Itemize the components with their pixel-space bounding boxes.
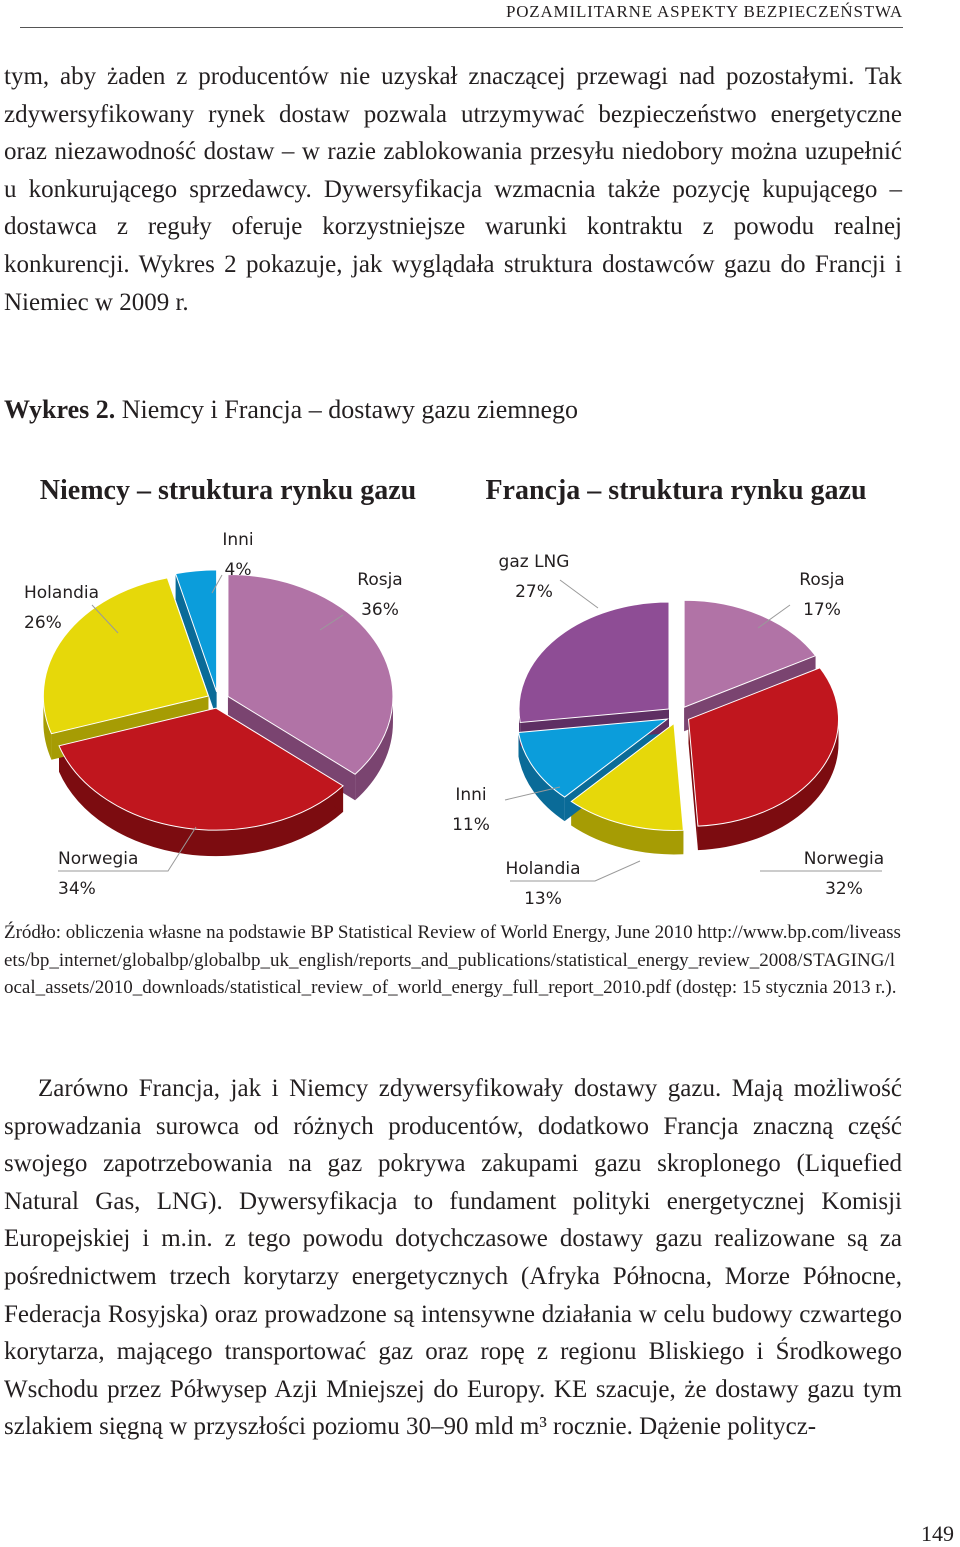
- germany-rosja-value: 36%: [361, 600, 399, 620]
- france-gaz-lng-slice: [519, 602, 669, 722]
- germany-norwegia-value: 34%: [58, 879, 96, 899]
- germany-holandia-label: Holandia: [24, 583, 100, 603]
- france-gaz-lng-leader-line: [560, 580, 598, 608]
- figure-title: Niemcy i Francja – dostawy gazu ziemnego: [121, 395, 579, 424]
- france-chart-title: Francja – struktura rynku gazu: [485, 475, 867, 506]
- france-gaz-lng-label: gaz LNG: [498, 552, 570, 572]
- figure-number: Wykres 2.: [4, 395, 116, 424]
- france-holandia-value: 13%: [524, 889, 562, 909]
- germany-norwegia-label: Norwegia: [58, 849, 139, 869]
- france-holandia-label: Holandia: [505, 859, 581, 879]
- body-paragraph-1: tym, aby żaden z producentów nie uzyskał znaczącej przewagi nad pozostałymi. Tak zdywersyfikowany rynek dostaw pozwala utrzymywać bezpieczeństwo energetyczne oraz niezawodność dostaw – w razie zablokowania przesyłu niedobory można uzupełnić u konkurującego sprzedawcy. Dywersyfikacja wzmacnia także pozycję kupującego – dostawca z reguły oferuje korzystniejsze warunki kontraktu z powodu realnej konkurencji. Wykres 2 pokazuje, jak wyglądała struktura dostawców gazu do Francji i Niemiec w 2009 r.: [4, 63, 902, 316]
- france-norwegia-value: 32%: [825, 879, 863, 899]
- body-paragraph-2: [4, 1070, 902, 1446]
- running-head: POZAMILITARNE ASPEKTY BEZPIECZEŃSTWA: [20, 2, 903, 28]
- france-inni-label: Inni: [455, 785, 487, 805]
- france-gaz-lng-value: 27%: [515, 582, 553, 602]
- germany-chart-title: Niemcy – struktura rynku gazu: [39, 475, 417, 506]
- france-inni-value: 11%: [452, 815, 490, 835]
- france-rosja-label: Rosja: [799, 570, 845, 590]
- page-number: 149: [921, 1521, 954, 1546]
- germany-inni-label: Inni: [222, 530, 254, 550]
- figure-caption: [4, 395, 578, 425]
- source-note: Źródło: obliczenia własne na podstawie BP Statistical Review of World Energy, June 2010 http://www.bp.com/liveassets/bp_internet/globalbp/globalbp_uk_english/reports_and_publications/statistical_energy_review_2008/STAGING/local_assets/2010_downloads/statistical_review_of_world_energy_full_report_2010.pdf (dostęp: 15 stycznia 2013 r.).: [4, 922, 901, 998]
- pie-charts: [0, 455, 960, 910]
- france-norwegia-label: Norwegia: [803, 849, 885, 869]
- body-paragraph-2-text: Zarówno Francja, jak i Niemcy zdywersyfikowały dostawy gazu. Mają możliwość sprowadzania surowca od różnych producentów, dodatkowo Francja znaczną część swojego zapotrzebowania na gaz pokrywa zakupami gazu skroplonego (Liquefied Natural Gas, LNG). Dywersyfikacja to fundament polityki energetycznej Komisji Europejskiej i m.in. z tego powodu dotychczasowe dostawy gazu realizowane są za pośrednictwem trzech korytarzy energetycznych (Afryka Północna, Morze Północne, Federacja Rosyjska) oraz prowadzone są intensywne działania w celu budowy czwartego korytarza, mającego transportować gaz oraz ropę z regionu Bliskiego i Środkowego Wschodu przez Półwysep Azji Mniejszej do Europy. KE szacuje, że dostawy gazu tym szlakiem sięgną w przyszłości poziomu 30–90 mld m³ rocznie. Dążenie politycz-: [4, 1075, 902, 1441]
- germany-inni-value: 4%: [224, 560, 252, 580]
- france-rosja-value: 17%: [803, 600, 841, 620]
- germany-rosja-label: Rosja: [357, 570, 403, 590]
- germany-holandia-value: 26%: [24, 613, 62, 633]
